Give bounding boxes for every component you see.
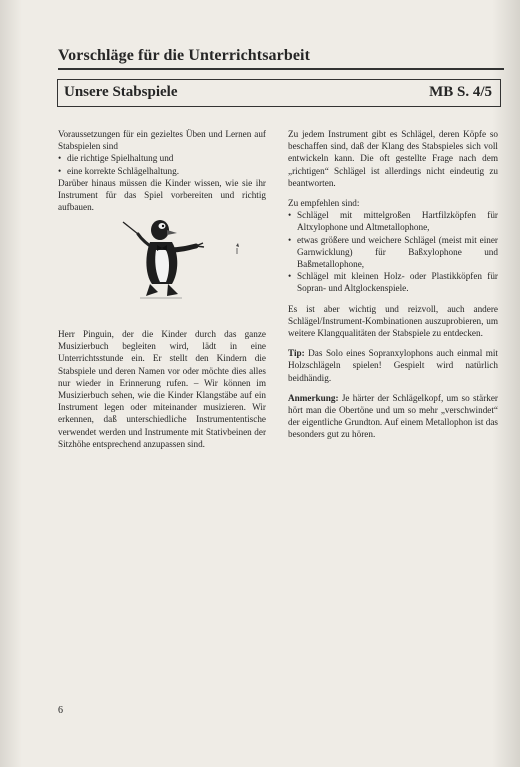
- left-column-intro: [58, 128, 266, 221]
- page-number: 6: [58, 705, 63, 716]
- list-item: • eine korrekte Schlägelhaltung.: [58, 165, 266, 177]
- chapter-title-box: [57, 79, 501, 107]
- tip-text: Das Solo eines Sopranxylophons auch einmal mit Holzschlägeln spielen! Gespielt wird natürlich beidhändig.: [288, 348, 498, 383]
- list-item: • Schlägel mit mittelgroßen Hartfilzköpfen für Altxylophone und Altmetallophone,: [288, 209, 498, 233]
- chapter-title: Unsere Stabspiele: [64, 84, 178, 100]
- mallet-paragraph: Zu jedem Instrument gibt es Schlägel, deren Köpfe so beschaffen sind, daß der Klang des Stabspieles sich voll entwickeln kann. Die oft gestellte Frage nach dem „richtigen“ Schlägel ist allerdings nicht eindeutig zu beantworten.: [288, 129, 498, 188]
- list-item: • die richtige Spielhaltung und: [58, 152, 266, 164]
- tip-paragraph: [288, 347, 498, 384]
- note-paragraph: [288, 392, 498, 441]
- intro-text: Voraussetzungen für ein gezieltes Üben und Lernen auf Stabspielen sind: [58, 129, 266, 152]
- list-item: • Schlägel mit kleinen Holz- oder Plastikköpfen für Sopran- und Altglockenspiele.: [288, 270, 498, 294]
- right-column: [288, 128, 498, 449]
- tip-label: Tip:: [288, 348, 305, 359]
- section-title: Vorschläge für die Unterrichtsarbeit: [58, 47, 311, 64]
- music-book-reference: MB S. 4/5: [429, 84, 492, 100]
- note-text: Je härter der Schlägelkopf, um so stärker hört man die Obertöne und um so mehr „verschwindet“ der eigentliche Grundton. Auf einem Metallophon ist das besonders gut zu hören.: [288, 392, 498, 440]
- recommend-label: Zu empfehlen sind:: [288, 198, 360, 209]
- left-column-penguin: [58, 328, 266, 458]
- list-item: • etwas größere und weichere Schlägel (meist mit einer Garnwicklung) für Baßxylophone und Baßmetallophone,: [288, 234, 498, 271]
- outro-text: Darüber hinaus müssen die Kinder wissen, wie sie ihr Instrument für das Spiel vorbereiten und richtig aufbauen.: [58, 177, 266, 213]
- penguin-conductor-illustration: [120, 212, 250, 307]
- note-label: Anmerkung:: [288, 392, 339, 403]
- title-rule: [58, 68, 504, 70]
- requirements-list: [58, 152, 266, 176]
- page-gutter-shadow: [0, 0, 22, 767]
- combination-paragraph: Es ist aber wichtig und reizvoll, auch andere Schlägel/Instrument-Kombinationen auszuprobieren, um weitere Klangqualitäten der Stabspiele zu entdecken.: [288, 303, 498, 339]
- penguin-text: Herr Pinguin, der die Kinder durch das ganze Musizierbuch begleiten wird, lädt in eine Unterrichtsstunde ein. Er stellt den Kindern die Stabspiele und deren Namen vor oder möchte dies alles nur wieder in Erinnerung rufen. – Wir können im Musizierbuch sehen, wie die Kinder Klangstäbe auf ein Instrument legen oder miteinander musizieren. Wir erkennen, daß unterschiedliche Instrumententische verwendet werden und Instrumente mit Stativbeinen der Sitzhöhe entsprechend anzupassen sind.: [58, 329, 266, 449]
- recommend-list: [288, 209, 498, 294]
